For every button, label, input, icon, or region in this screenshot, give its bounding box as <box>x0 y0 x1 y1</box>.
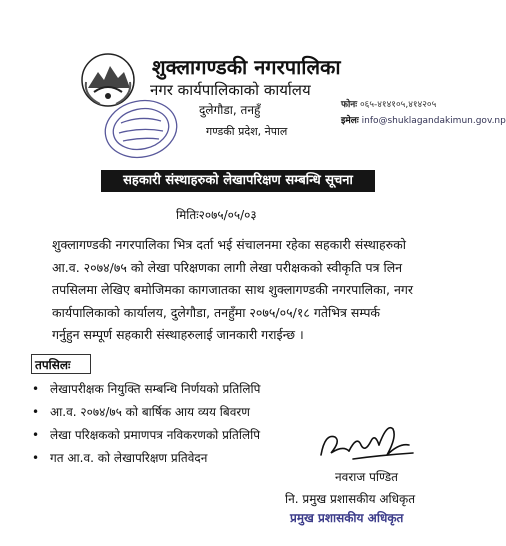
notice-heading: सहकारी संस्थाहरुको लेखापरिक्षण सम्बन्धि सूचना <box>101 170 375 192</box>
paragraph-line: गर्नुहुन सम्पूर्ण सहकारी संस्थाहरुलाई जानकारी गराईन्छ । <box>52 327 304 342</box>
bullet-icon: • <box>32 451 40 465</box>
tapsil-label: तपसिलः <box>31 354 91 374</box>
paragraph-line: शुक्लागण्डकी नगरपालिका भित्र दर्ता भई संचालनमा रहेका सहकारी संस्थाहरुको <box>52 237 406 252</box>
address-line-1: दुलेगौडा, तनहुँ <box>199 103 261 117</box>
document-list <box>32 378 260 470</box>
list-item-text: लेखापरीक्षक नियुक्ति सम्बन्धि निर्णयको प्रतिलिपि <box>50 382 261 396</box>
list-item-text: आ.व. २०७४/७५ को बार्षिक आय व्यय बिवरण <box>50 405 250 419</box>
list-item <box>32 447 260 470</box>
office-stamp-icon <box>93 93 193 163</box>
list-item-text: गत आ.व. को लेखापरिक्षण प्रतिवेदन <box>50 451 208 465</box>
address-line-2: गण्डकी प्रदेश, नेपाल <box>206 125 288 138</box>
phone-label: फोनः <box>341 100 358 110</box>
bullet-icon: • <box>32 382 40 396</box>
paragraph-line: तपसिलमा लेखिए बमोजिमका कागजातका साथ शुक्लागण्डकी नगरपालिका, नगर <box>52 282 414 297</box>
email-value: info@shuklagandakimun.gov.np <box>361 116 506 126</box>
signatory-title: नि. प्रमुख प्रशासकीय अधिकृत <box>285 492 416 506</box>
bullet-icon: • <box>32 405 40 419</box>
office-subtitle: नगर कार्यपालिकाको कार्यालय <box>150 81 311 99</box>
paragraph-line: आ.व. २०७४/७५ को लेखा परिक्षणका लागी लेखा परीक्षकको स्वीकृति पत्र लिन <box>52 259 403 275</box>
phone-value: ०६५-४१४१०५,४१४२०५ <box>359 100 437 110</box>
signatory-stamp: प्रमुख प्रशासकीय अधिकृत <box>290 511 404 525</box>
email-line <box>341 113 506 126</box>
notice-paragraph <box>52 234 476 347</box>
page-title: शुक्लागण्डकी नगरपालिका <box>152 55 341 79</box>
list-item <box>32 401 260 424</box>
signature-icon <box>313 415 423 475</box>
email-label: इमेलः <box>341 116 359 126</box>
bullet-icon: • <box>32 428 40 442</box>
list-item-text: लेखा परिक्षकको प्रमाणपत्र नविकरणको प्रतिलिपि <box>50 428 261 442</box>
list-item <box>32 378 260 401</box>
list-item <box>32 424 260 447</box>
signatory-name: नवराज पण्डित <box>335 470 398 484</box>
notice-date: मितिः२०७५/०५/०३ <box>176 208 257 222</box>
phone-line <box>341 97 436 110</box>
paragraph-line: कार्यपालिकाको कार्यालय, दुलेगौडा, तनहुँमा २०७५/०५/१८ गतेभित्र सम्पर्क <box>52 304 381 320</box>
